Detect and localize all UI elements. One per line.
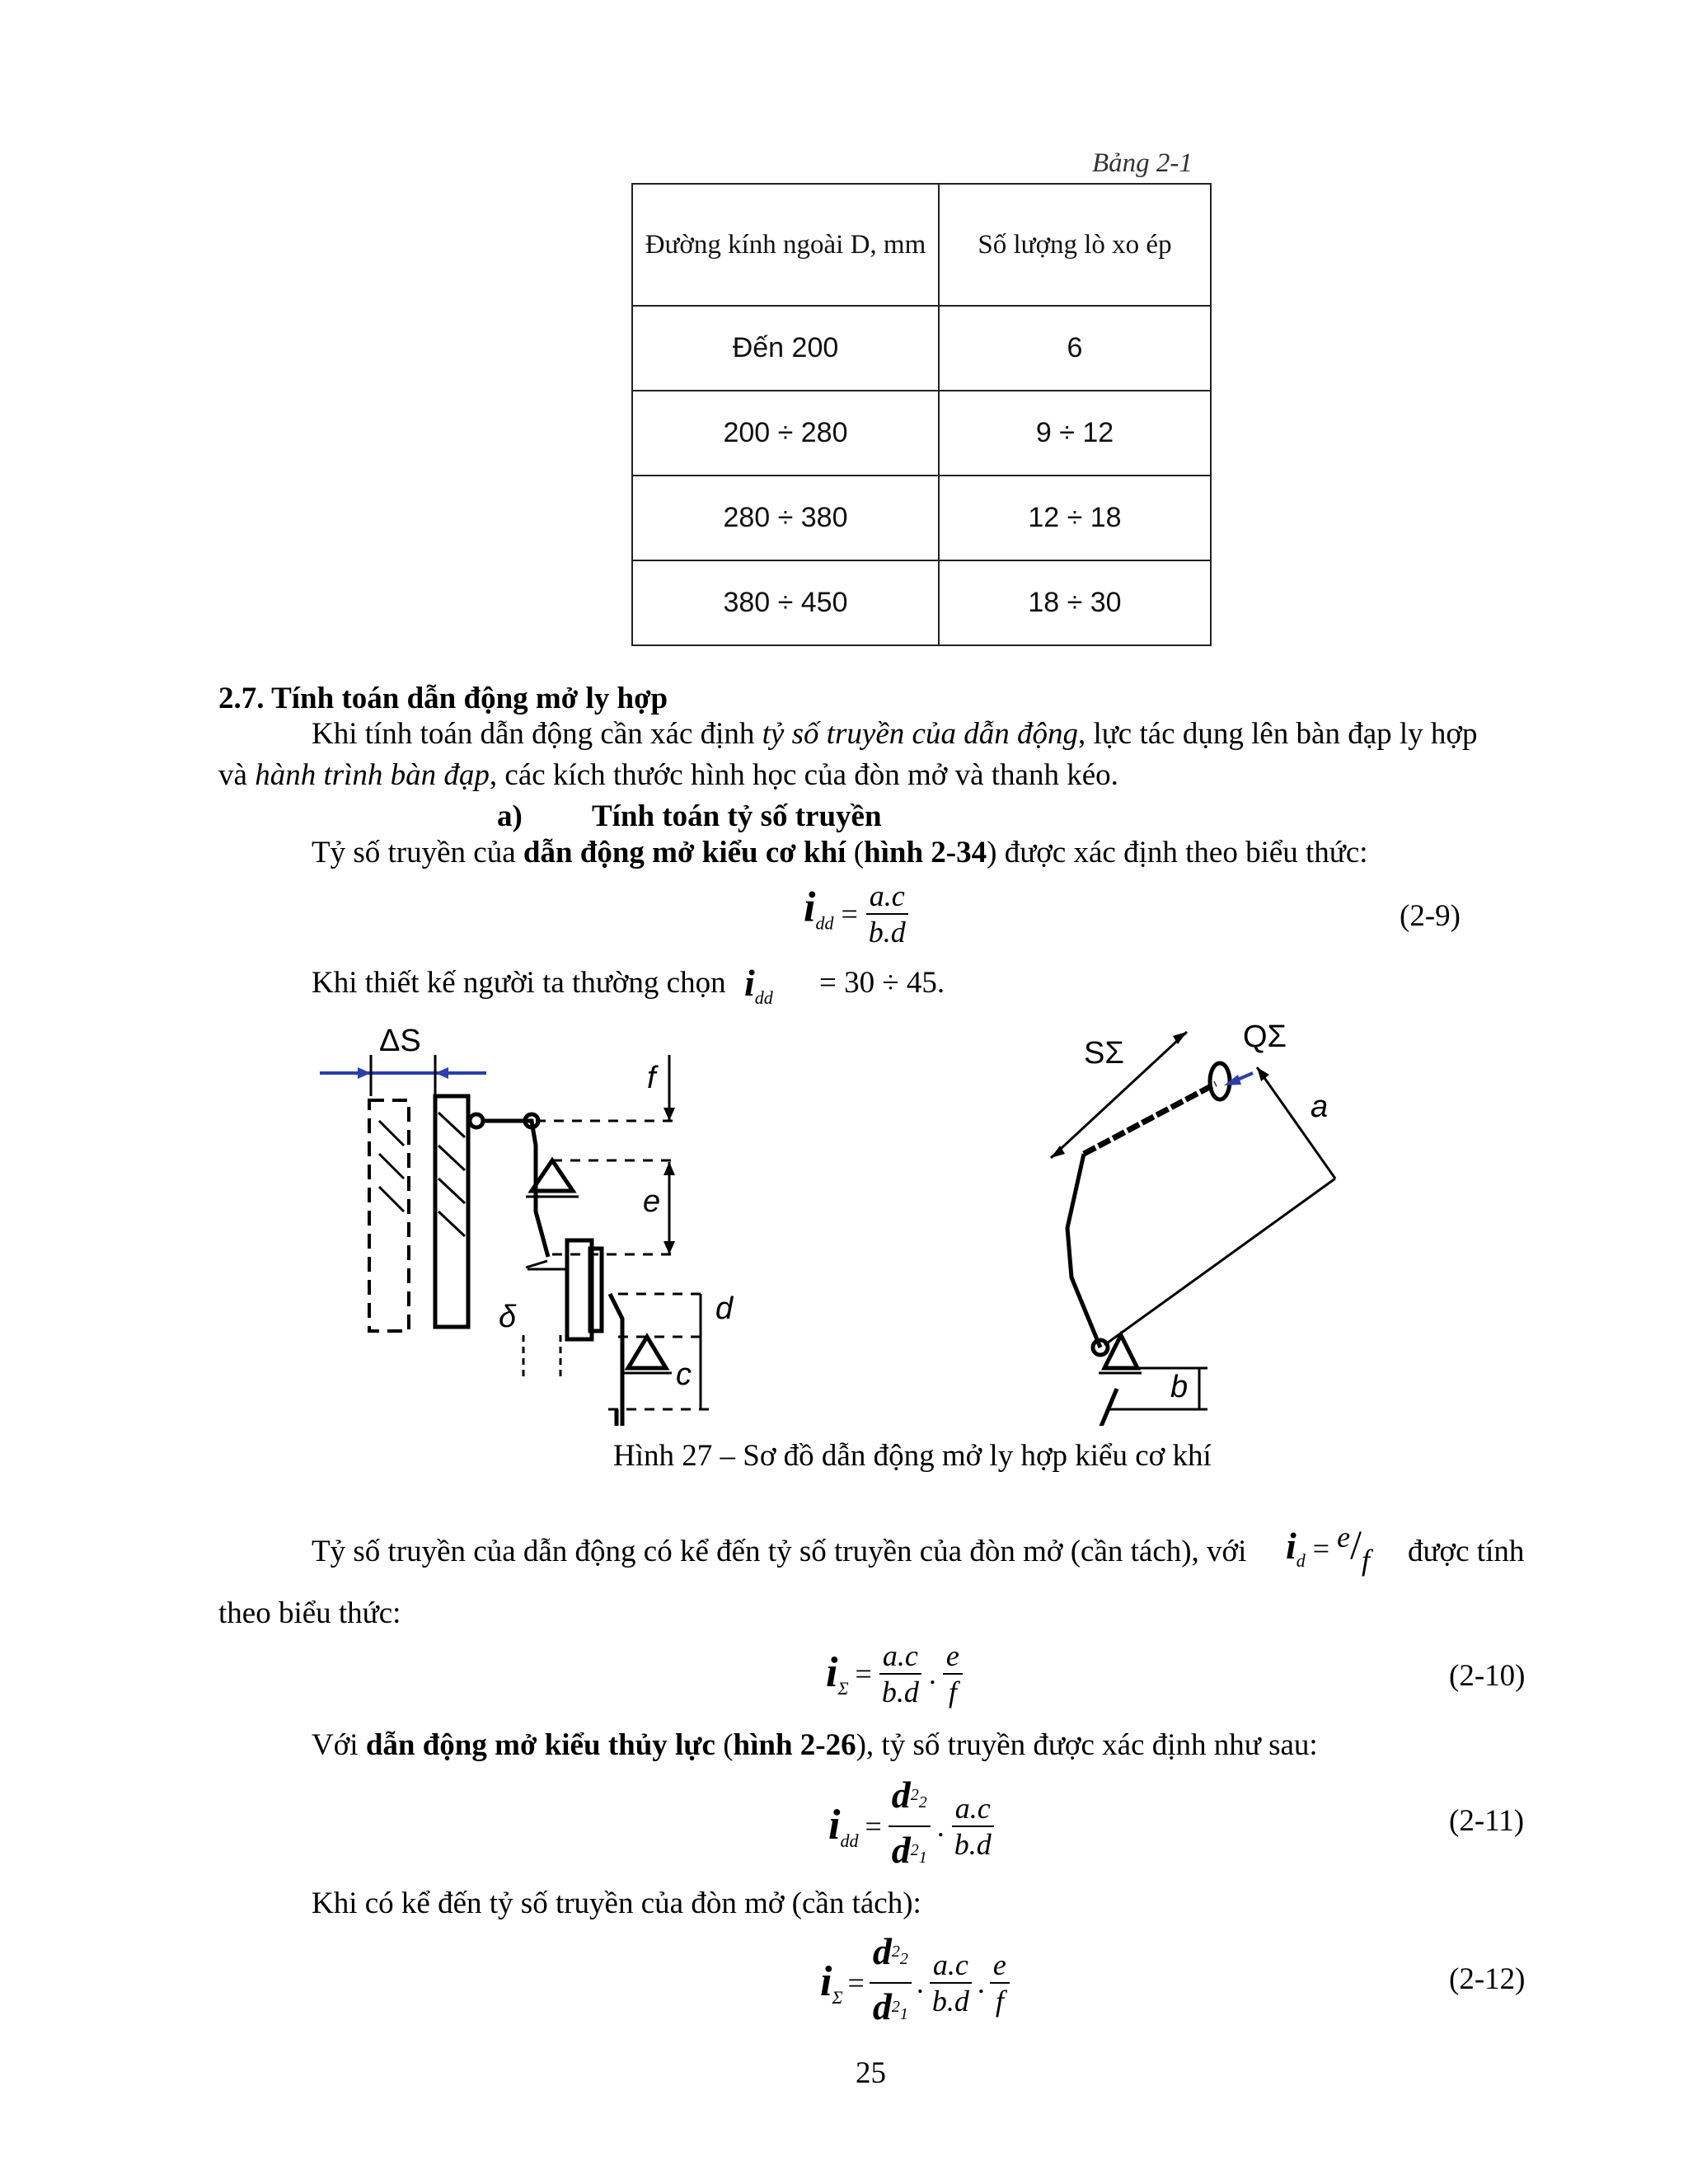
fraction-denominator: b.d: [868, 916, 906, 949]
fraction: [865, 879, 909, 949]
eq-subscript: d: [1296, 1550, 1306, 1571]
fraction: [889, 1772, 931, 1881]
table-cell: 6: [939, 306, 1211, 391]
equation-2-9: [804, 879, 909, 949]
eq-subscript: Σ: [832, 1987, 843, 2008]
table-row: [632, 391, 1211, 476]
label-s-sigma: SΣ: [1084, 1036, 1124, 1071]
fraction-numerator: e: [990, 1947, 1010, 1984]
text-span: ), tỷ số truyền được xác định như sau:: [856, 1728, 1318, 1762]
bold-text: dẫn động mở kiểu cơ khí: [523, 836, 846, 869]
clutch-drive-diagram: [313, 1022, 1401, 1426]
text-span: ) được xác định theo biểu thức:: [987, 836, 1368, 869]
equation-2-12: $i_\Sigma$ = $\frac{d^22}{d^21}$ . $\frac{a.c}{b.d}$ . $\frac{e}{f}$: [820, 1929, 1010, 2037]
eq-subscript: 2: [918, 1793, 927, 1811]
fraction-numerator: a.c: [930, 1947, 972, 1984]
eq-sign: =: [1312, 1532, 1330, 1565]
eq-d: d: [891, 1829, 911, 1871]
eq-symbol: i: [826, 1649, 838, 1696]
eq-f: f: [1361, 1544, 1370, 1577]
eq-sign: =: [865, 1810, 882, 1843]
fraction: [951, 1791, 995, 1862]
paragraph-3: [312, 1531, 1246, 1572]
eq-subscript: 1: [899, 2005, 908, 2023]
fraction-numerator: a.c: [952, 1791, 994, 1827]
fraction: [870, 1929, 912, 2037]
table-header-cell: Đường kính ngoài D, mm: [632, 184, 939, 306]
spec-table: [631, 183, 1212, 646]
subsection-title: Tính toán tỷ số truyền: [592, 799, 882, 833]
eq-symbol: i: [744, 962, 755, 1004]
table-cell: 380 ÷ 450: [632, 560, 939, 645]
paragraph-3-tail: được tính: [1408, 1535, 1525, 1568]
text-span: Tỷ số truyền của dẫn động có kể đến tỷ số truyền của đòn mở (cần tách), với: [312, 1535, 1247, 1568]
inline-id: $i_d = e/f$: [1286, 1521, 1370, 1577]
eq-superscript: 2: [891, 1998, 900, 2016]
eq-subscript: 1: [918, 1849, 927, 1867]
eq-superscript: 2: [910, 1786, 919, 1804]
eq-d: d: [872, 1930, 892, 1972]
table-row: [632, 306, 1211, 391]
section-heading: 2.7. Tính toán dẫn động mở ly hợp: [218, 682, 668, 715]
text-span: Khi tính toán dẫn động cần xác định: [312, 717, 762, 751]
eq-sign: =: [847, 1966, 865, 1999]
text-span: Tỷ số truyền của: [312, 836, 523, 869]
table-header-row: [632, 184, 1211, 306]
fraction-denominator: b.d: [881, 1675, 919, 1708]
fraction-denominator: b.d: [931, 1985, 969, 2018]
emphasis-text: tỷ số truyền của dẫn động: [762, 717, 1078, 751]
eq-symbol: i: [820, 1958, 832, 2005]
eq-sign: =: [855, 1657, 872, 1690]
bold-text: dẫn động mở kiểu thủy lực: [365, 1728, 715, 1762]
table-caption: Bảng 2-1: [1092, 148, 1193, 178]
equation-2-10: $i_\Sigma$ = $\frac{a.c}{b.d}$ . $\frac{e}{f}$: [826, 1638, 963, 1709]
label-a: a: [1311, 1090, 1329, 1124]
table-cell: 12 ÷ 18: [939, 476, 1211, 560]
equation-number: (2-11): [1449, 1804, 1525, 1838]
table-row: [632, 476, 1211, 560]
table-cell: 18 ÷ 30: [939, 560, 1211, 645]
page-number: 25: [856, 2056, 886, 2090]
label-f: f: [647, 1061, 656, 1095]
eq-symbol: i: [804, 883, 816, 931]
text-span: , các kích thước hình học của đòn mở và thanh kéo.: [489, 758, 1118, 792]
figure-caption: Hình 27 – Sơ đồ dẫn động mở ly hợp kiểu cơ khí: [613, 1439, 1212, 1473]
label-e: e: [643, 1184, 661, 1219]
equation-2-11: $i_{dd}$ = $\frac{d^22}{d^21}$ . $\frac{a.c}{b.d}$: [828, 1772, 995, 1881]
equation-number: (2-12): [1449, 1962, 1526, 1996]
paragraph-4: [312, 1725, 1318, 1766]
paragraph-2-range: = 30 ÷ 45.: [819, 966, 945, 1000]
label-d: d: [715, 1291, 734, 1326]
fraction-denominator: f: [948, 1675, 957, 1708]
fraction: [990, 1947, 1010, 2018]
paragraph-2: [312, 963, 726, 1004]
paragraph-5: Khi có kể đến tỷ số truyền của đòn mở (cần tách):: [312, 1886, 921, 1920]
label-q-sigma: QΣ: [1243, 1022, 1287, 1054]
fraction-denominator: f: [995, 1985, 1004, 2018]
equation-number: (2-10): [1449, 1659, 1526, 1693]
table-cell: 9 ÷ 12: [939, 391, 1211, 476]
text-span: (: [715, 1728, 734, 1762]
inline-idd: [744, 961, 773, 1009]
text-span: (: [846, 836, 865, 869]
paragraph-3-line-2: theo biểu thức:: [218, 1596, 401, 1630]
fraction: [879, 1638, 922, 1709]
text-span: Khi thiết kế người ta thường chọn: [312, 966, 726, 1000]
intro-line-1: [312, 714, 1477, 755]
eq-subscript: 2: [899, 1950, 908, 1968]
eq-subscript: dd: [754, 987, 773, 1008]
fraction-numerator: a.c: [879, 1638, 921, 1675]
eq-e: e: [1337, 1521, 1351, 1554]
equation-number: (2-9): [1400, 899, 1461, 933]
fraction: [943, 1638, 963, 1709]
fraction-numerator: e: [943, 1638, 963, 1675]
table-cell: Đến 200: [632, 306, 939, 391]
label-delta: δ: [499, 1300, 517, 1334]
text-span: , lực tác dụng lên bàn đạp ly hợp: [1077, 717, 1478, 751]
bold-text: hình 2-26: [733, 1728, 856, 1762]
eq-subscript: dd: [815, 912, 834, 934]
table-cell: 200 ÷ 280: [632, 391, 939, 476]
eq-d: d: [872, 1985, 892, 2027]
bold-text: hình 2-34: [864, 836, 987, 869]
eq-d: d: [891, 1774, 911, 1816]
subsection-label: a): [497, 799, 523, 833]
emphasis-text: hành trình bàn đạp: [255, 758, 490, 792]
table-row: [632, 560, 1211, 645]
table-header-cell: Số lượng lò xo ép: [939, 184, 1211, 306]
eq-subscript: dd: [840, 1830, 859, 1851]
label-delta-s: ΔS: [379, 1024, 421, 1058]
fraction: [929, 1947, 973, 2018]
eq-superscript: 2: [891, 1943, 900, 1961]
eq-superscript: 2: [910, 1841, 919, 1859]
eq-subscript: Σ: [837, 1678, 849, 1699]
fraction-numerator: a.c: [866, 879, 908, 915]
label-c: c: [676, 1357, 692, 1392]
eq-symbol: i: [1286, 1525, 1296, 1567]
table-cell: 280 ÷ 380: [632, 476, 939, 560]
fraction-denominator: b.d: [954, 1828, 992, 1861]
eq-sign: =: [841, 898, 858, 930]
paragraph-1: [312, 832, 1368, 874]
label-b: b: [1170, 1370, 1189, 1404]
intro-line-2: [218, 755, 1118, 796]
text-span: Với: [312, 1728, 366, 1762]
text-span: và: [218, 758, 256, 792]
eq-symbol: i: [828, 1802, 841, 1849]
